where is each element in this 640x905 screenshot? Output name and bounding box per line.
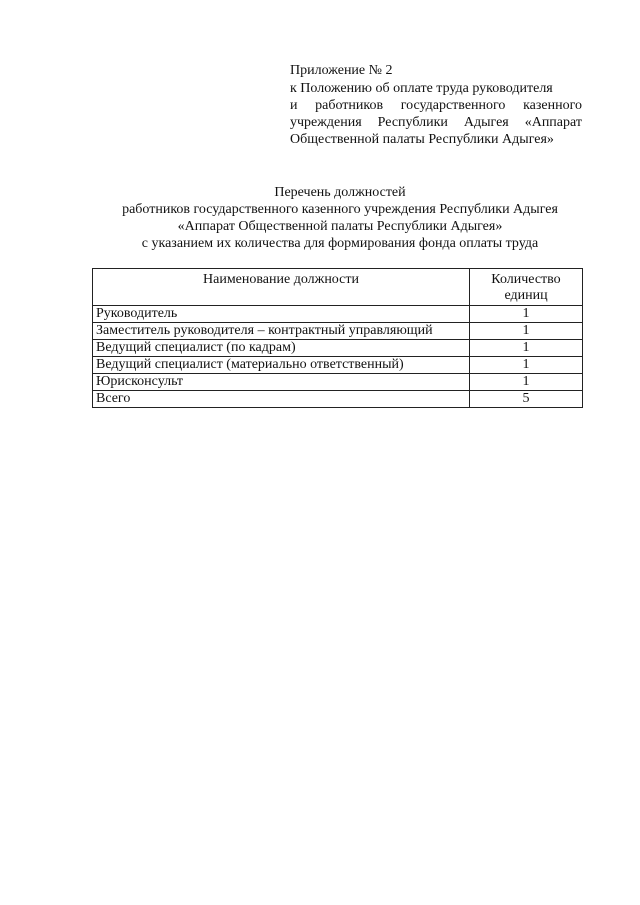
- heading-line: работников государственного казенного учреждения Республики Адыгея: [122, 202, 558, 217]
- header-quantity-line2: единиц: [504, 288, 548, 303]
- table-header-row: [93, 269, 583, 306]
- position-quantity: 1: [470, 357, 583, 374]
- table-row: [93, 323, 583, 340]
- total-quantity: 5: [470, 391, 583, 408]
- heading-line: «Аппарат Общественной палаты Республики Адыгея»: [177, 219, 503, 234]
- table-row: [93, 374, 583, 391]
- document-heading: [60, 184, 620, 252]
- position-name: Заместитель руководителя – контрактный управляющий: [93, 323, 470, 340]
- header-quantity: [470, 269, 583, 306]
- position-quantity: 1: [470, 340, 583, 357]
- appendix-line: и работников государственного казенного: [290, 98, 582, 113]
- table-total-row: [93, 391, 583, 408]
- table-row: [93, 306, 583, 323]
- position-quantity: 1: [470, 323, 583, 340]
- appendix-title: Приложение № 2: [290, 63, 393, 78]
- position-name: Ведущий специалист (материально ответственный): [93, 357, 470, 374]
- positions-table: [92, 268, 583, 408]
- position-quantity: 1: [470, 306, 583, 323]
- heading-line: с указанием их количества для формирования фонда оплаты труда: [141, 236, 539, 251]
- table-row: [93, 340, 583, 357]
- position-name: Ведущий специалист (по кадрам): [93, 340, 470, 357]
- position-name: Юрисконсульт: [93, 374, 470, 391]
- total-label: Всего: [93, 391, 470, 408]
- heading-line: Перечень должностей: [274, 185, 406, 200]
- appendix-block: [290, 62, 582, 148]
- header-position-name: Наименование должности: [93, 269, 470, 306]
- appendix-line: к Положению об оплате труда руководителя: [290, 81, 553, 96]
- header-quantity-line1: Количество: [491, 272, 561, 287]
- appendix-line: учреждения Республики Адыгея «Аппарат: [290, 115, 582, 130]
- appendix-line: Общественной палаты Республики Адыгея»: [290, 132, 554, 147]
- position-name: Руководитель: [93, 306, 470, 323]
- position-quantity: 1: [470, 374, 583, 391]
- table-row: [93, 357, 583, 374]
